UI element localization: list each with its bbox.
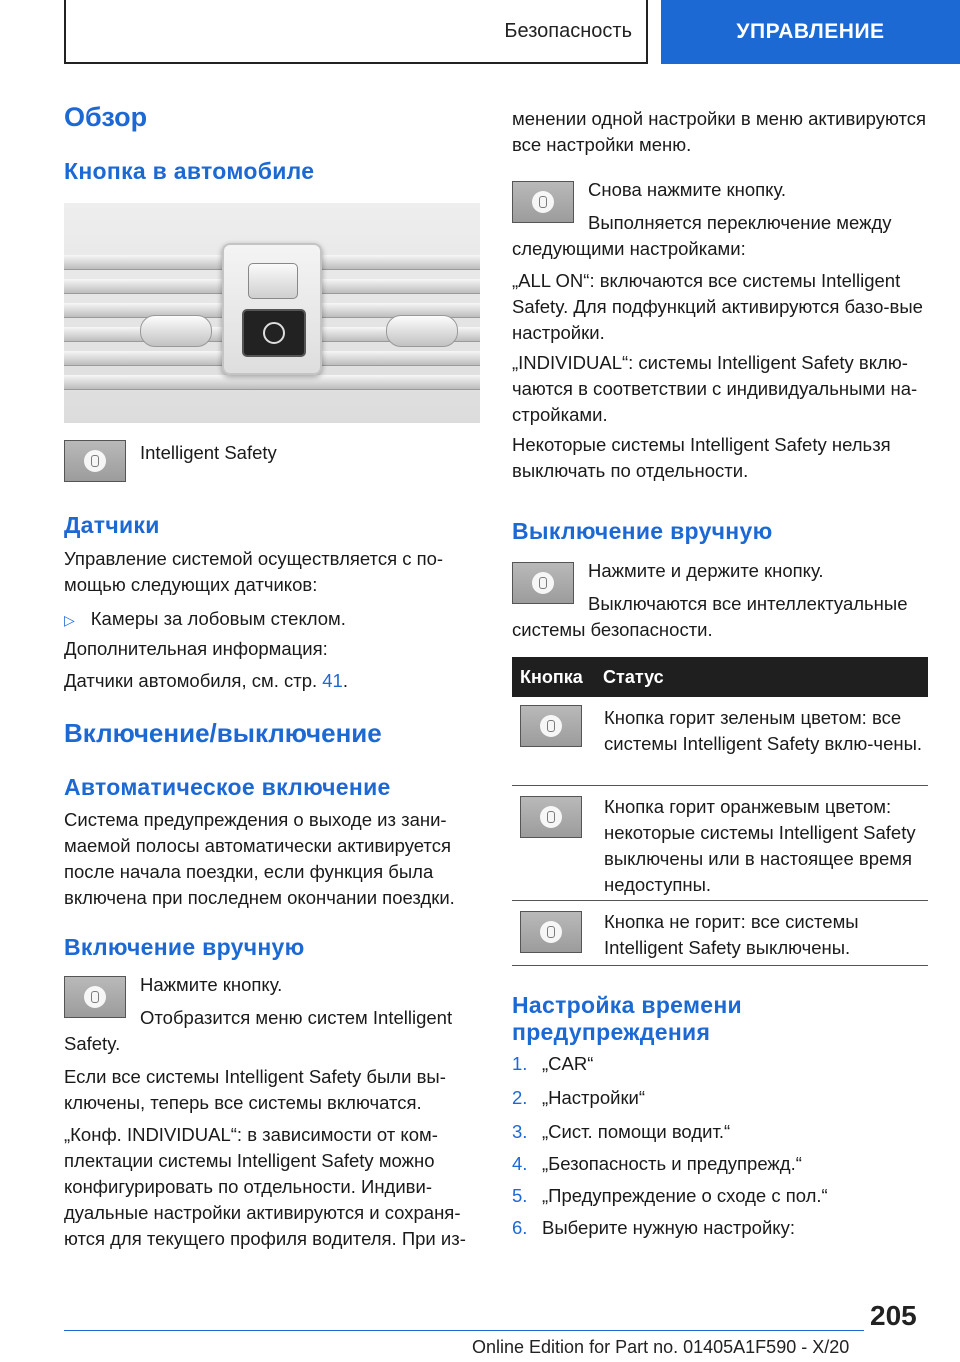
section-tab <box>64 0 648 64</box>
press-hold-text: Нажмите и держите кнопку. <box>588 560 824 581</box>
orange-button-icon <box>520 796 582 838</box>
section-label: Безопасность <box>504 19 632 42</box>
intelligent-safety-icon <box>512 562 574 604</box>
footer-edition: Online Edition for Part no. 01405A1F590 - X/20 <box>472 1337 850 1357</box>
list-item: 6. Выберите нужную настройку: <box>512 1217 795 1238</box>
hazard-button-icon <box>248 263 298 299</box>
list-item: 3. „Сист. помощи водит.“ <box>512 1121 731 1142</box>
table-row: Кнопка горит оранжевым цветом: некоторые системы Intelligent Safety выключены или в настоящее время недоступны. <box>512 786 928 901</box>
individual-on-text: „INDIVIDUAL“: системы Intelligent Safety вклю-чаются в соответствии с индивидуальными на-стройками. <box>512 352 918 425</box>
auto-on-text: Система предупреждения о выходе из зани-маемой полосы автоматически активируется после начала поездки, если функция была включена при последнем окончании поездки. <box>64 809 455 908</box>
intelligent-safety-icon <box>64 440 126 482</box>
continued-text: менении одной настройки в меню активируются все настройки меню. <box>512 108 927 155</box>
more-info-label: Дополнительная информация: <box>64 638 328 659</box>
page-link[interactable]: 41 <box>322 670 343 691</box>
bullet-triangle-icon: ▷ <box>64 612 75 628</box>
some-systems-text: Некоторые системы Intelligent Safety нельзя выключать по отдельности. <box>512 434 891 481</box>
intelligent-safety-icon <box>64 976 126 1018</box>
page-title: Обзор <box>64 102 148 132</box>
sensors-heading: Датчики <box>64 512 160 538</box>
timing-heading: Настройка времени предупреждения <box>512 992 743 1045</box>
list-item: 1. „CAR“ <box>512 1053 594 1074</box>
intelligent-safety-icon <box>512 181 574 223</box>
page-number: 205 <box>870 1300 917 1331</box>
list-item: 4. „Безопасность и предупрежд.“ <box>512 1153 802 1174</box>
sensors-reference: Датчики автомобиля, см. стр. 41. <box>64 670 348 691</box>
col-button-header: Кнопка <box>520 666 583 687</box>
sensors-text: Управление системой осуществляется с по-мощью следующих датчиков: <box>64 548 444 595</box>
list-item: 5. „Предупреждение о сходе с пол.“ <box>512 1185 828 1206</box>
off-button-icon <box>520 911 582 953</box>
table-row: Кнопка горит зеленым цветом: все системы Intelligent Safety вклю-чены. <box>512 697 928 786</box>
chapter-tab <box>661 0 960 64</box>
chapter-label: УПРАВЛЕНИЕ <box>736 20 885 43</box>
press-button-text: Нажмите кнопку. <box>140 974 283 995</box>
col-status-header: Статус <box>603 666 664 687</box>
individual-text: „Конф. INDIVIDUAL“: в зависимости от ком-плектации системы Intelligent Safety можно конфигурировать по отдельности. Индиви-дуальные настройки активируются и сохраня-ются для текущего профиля водителя. При из- <box>64 1124 466 1249</box>
table-row: Кнопка не горит: все системы Intelligent Safety выключены. <box>512 901 928 966</box>
table-header <box>512 657 928 697</box>
intelligent-safety-button-icon <box>242 309 306 357</box>
press-again-text: Снова нажмите кнопку. <box>588 179 786 200</box>
subheading-button-in-car: Кнопка в автомобиле <box>64 158 315 184</box>
manual-on-heading: Включение вручную <box>64 934 305 960</box>
manual-off-heading: Выключение вручную <box>512 518 773 544</box>
sensors-bullet: ▷ Камеры за лобовым стеклом. <box>64 608 346 629</box>
button-caption: Intelligent Safety <box>140 442 277 463</box>
green-button-icon <box>520 705 582 747</box>
status-table <box>512 657 928 966</box>
all-off-text: Если все системы Intelligent Safety были вы-ключены, теперь все системы включатся. <box>64 1066 446 1113</box>
all-on-text: „ALL ON“: включаются все системы Intelligent Safety. Для подфункций активируются базо-вые настройки. <box>512 270 923 343</box>
list-item: 2. „Настройки“ <box>512 1087 646 1108</box>
auto-on-heading: Автоматическое включение <box>64 774 391 800</box>
menu-shown-text: Отобразится меню систем Intelligent <box>140 1007 453 1028</box>
button-photo <box>64 203 480 423</box>
footer-divider <box>64 1330 864 1331</box>
onoff-heading: Включение/выключение <box>64 718 382 748</box>
